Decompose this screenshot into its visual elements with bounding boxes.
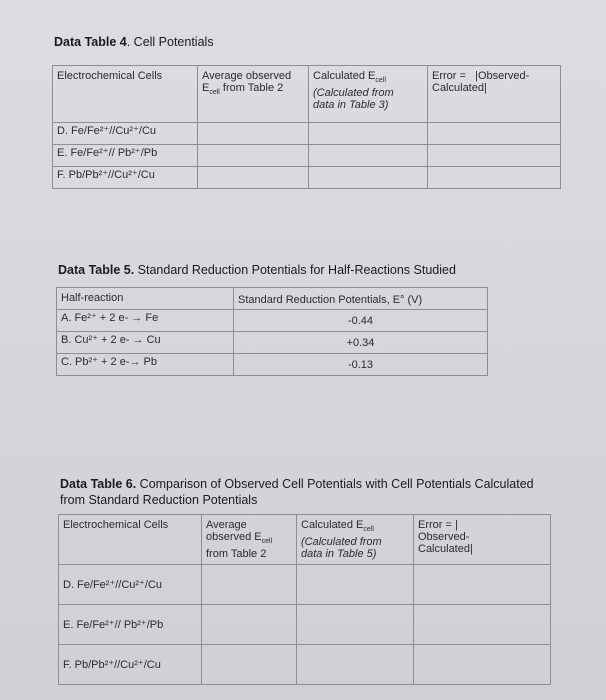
table5-caption-rest: Standard Reduction Potentials for Half-Reactions Studied — [134, 263, 456, 277]
table6-cell-empty[interactable] — [414, 565, 551, 605]
table6-caption-line2: from Standard Reduction Potentials — [60, 493, 258, 507]
table4-cell-empty[interactable] — [428, 145, 561, 167]
table6-cell-empty[interactable] — [297, 605, 414, 645]
table4-cell-empty[interactable] — [309, 167, 428, 189]
table4-caption-bold: Data Table 4 — [54, 35, 127, 49]
table5-row-b-reaction: B. Cu²⁺ + 2 e- → Cu — [57, 332, 234, 354]
table6-row-d: D. Fe/Fe²⁺//Cu²⁺/Cu — [59, 565, 202, 605]
table6-row-e: E. Fe/Fe²⁺// Pb²⁺/Pb — [59, 605, 202, 645]
table4-row-e: E. Fe/Fe²⁺// Pb²⁺/Pb — [53, 145, 198, 167]
table4-caption-rest: . Cell Potentials — [126, 35, 214, 49]
table4-row-d: D. Fe/Fe²⁺//Cu²⁺/Cu — [53, 123, 198, 145]
table4-header-error: Error = |Observed- Calculated| — [428, 66, 561, 123]
table4-cell-empty[interactable] — [198, 145, 309, 167]
table4-cell-empty[interactable] — [198, 167, 309, 189]
table5-row-c-reaction: C. Pb²⁺ + 2 e-→ Pb — [57, 354, 234, 376]
table6-cell-empty[interactable] — [202, 645, 297, 685]
table6-cell-empty[interactable] — [297, 645, 414, 685]
table-row — [53, 145, 561, 167]
table4-cell-empty[interactable] — [198, 123, 309, 145]
table5-caption — [58, 263, 456, 277]
table-row — [53, 123, 561, 145]
table6 — [58, 514, 551, 685]
table-row — [59, 605, 551, 645]
table4-header-average: Average observed $E_{cell}$ from Table 2 — [198, 66, 309, 123]
table5-row-a-reaction: A. Fe²⁺ + 2 e- → Fe — [57, 310, 234, 332]
table4-header-cells: Electrochemical Cells — [53, 66, 198, 123]
table4-cell-empty[interactable] — [428, 123, 561, 145]
table5 — [56, 287, 488, 376]
table6-cell-empty[interactable] — [202, 565, 297, 605]
table6-caption — [60, 476, 560, 508]
table6-header-error: Error = | Observed- Calculated| — [414, 515, 551, 565]
table4-cell-empty[interactable] — [309, 145, 428, 167]
table5-header-halfreaction: Half-reaction — [57, 288, 234, 310]
table5-caption-bold: Data Table 5. — [58, 263, 135, 277]
table5-header-potentials: Standard Reduction Potentials, E° (V) — [234, 288, 488, 310]
table5-row-b-potential: +0.34 — [234, 332, 488, 354]
table4-cell-empty[interactable] — [428, 167, 561, 189]
table6-caption-rest: Comparison of Observed Cell Potentials with Cell Potentials Calculated — [136, 477, 534, 491]
table-row — [57, 354, 488, 376]
table6-caption-bold: Data Table 6. — [60, 477, 137, 491]
table6-cell-empty[interactable] — [414, 645, 551, 685]
table6-cell-empty[interactable] — [202, 605, 297, 645]
table-row — [59, 645, 551, 685]
table6-header-cells: Electrochemical Cells — [59, 515, 202, 565]
table4-header-calculated: Calculated $E_{cell}$ (Calculated from data in Table 3) — [309, 66, 428, 123]
table4-cell-empty[interactable] — [309, 123, 428, 145]
table5-row-a-potential: -0.44 — [234, 310, 488, 332]
table-row — [53, 167, 561, 189]
table4-caption — [54, 35, 214, 49]
table4 — [52, 65, 561, 189]
table6-cell-empty[interactable] — [414, 605, 551, 645]
table6-header-average: Average observed $E_{cell}$ from Table 2 — [202, 515, 297, 565]
table-row — [59, 565, 551, 605]
table6-header-calculated: Calculated $E_{cell}$ (Calculated from data in Table 5) — [297, 515, 414, 565]
table6-row-f: F. Pb/Pb²⁺//Cu²⁺/Cu — [59, 645, 202, 685]
table6-cell-empty[interactable] — [297, 565, 414, 605]
table5-row-c-potential: -0.13 — [234, 354, 488, 376]
table-row — [57, 310, 488, 332]
table-row — [57, 332, 488, 354]
table4-row-f: F. Pb/Pb²⁺//Cu²⁺/Cu — [53, 167, 198, 189]
